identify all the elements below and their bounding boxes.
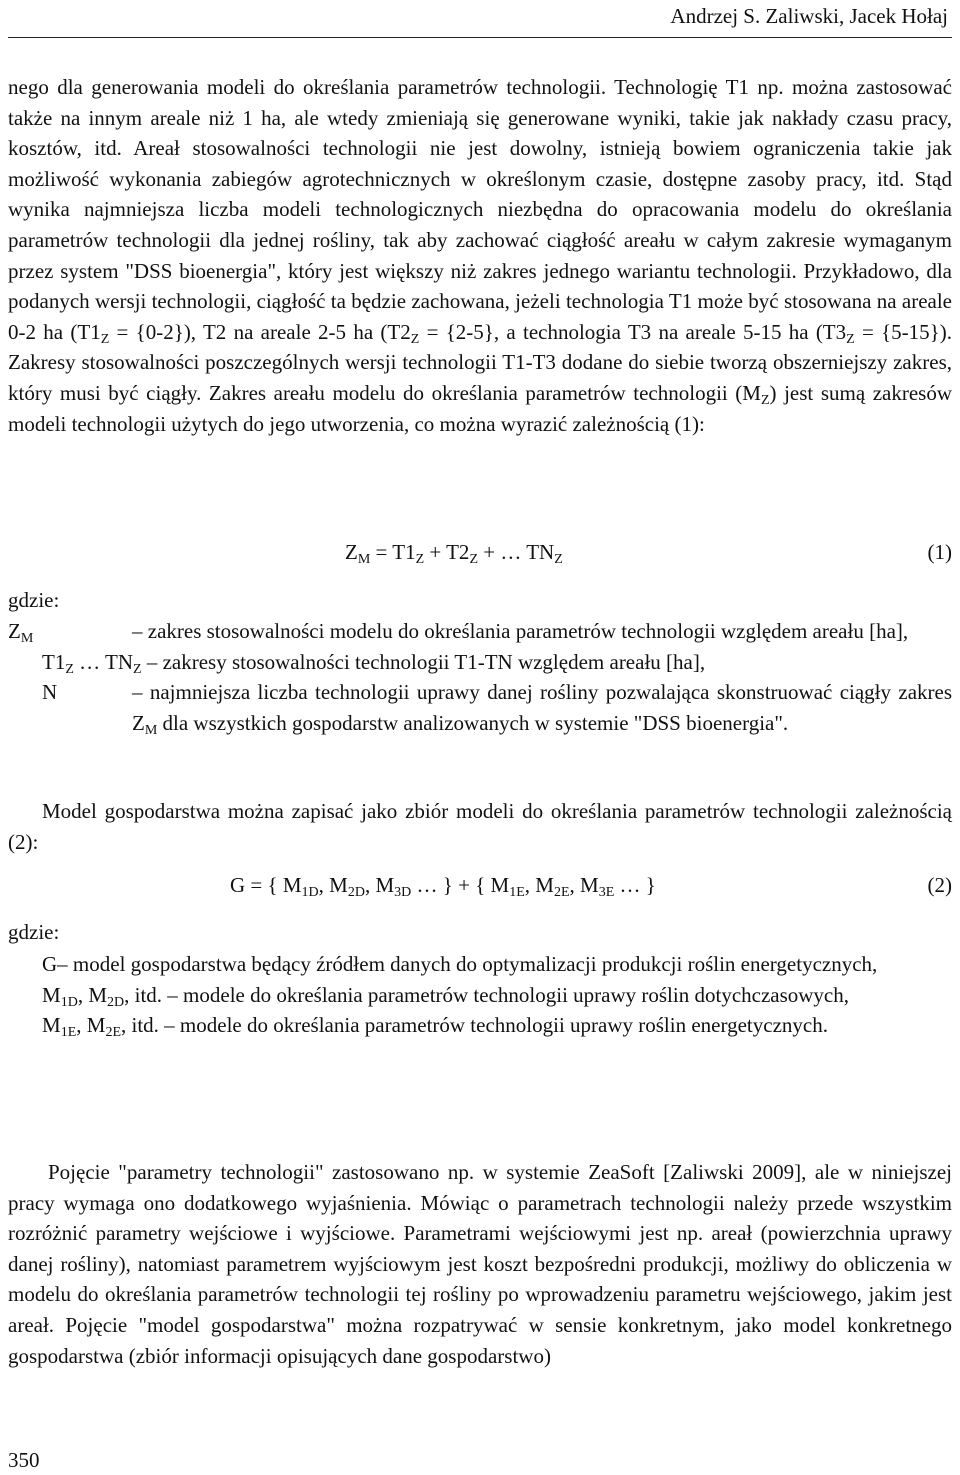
subscript: Z: [760, 392, 770, 408]
definition-text: – zakres stosowalności modelu do określania parametrów technologii względem areału [ha],: [132, 619, 909, 643]
equation-2: [8, 873, 952, 903]
subscript: Z: [410, 331, 420, 347]
definitions-2: [8, 949, 952, 1041]
definition-text: G– model gospodarstwa będący źródłem danych do optymalizacji produkcji roślin energetycznych,: [42, 952, 878, 976]
paragraph-1-part-1: nego dla generowania modeli do określania parametrów technologii. Technologię T1 np. można zastosować także na innym areale niż 1 ha, ale wtedy zmieniają się generowane wyniki, takie jak nakłady czasu pracy, kosztów, itd. Areał stosowalności technologii nie jest dowolny, istnieją bowiem ograniczenia takie jak możliwość wykonania zabiegów agrotechnicznych w określonym czasie, dostępne zasoby pracy, itd. Stąd wynika najmniejsza liczba modeli technologicznych niezbędna do opracowania modelu do określania parametrów technologii dla jednej rośliny, tak aby zachować ciągłość areału w całym zakresie wymaganym przez system "DSS bioenergia", który jest większy niż zakres jednego wariantu technologii. Przykładowo, dla podanych wersji technologii, ciągłość ta będzie zachowana, jeżeli technologia T1 może być stosowana na areale 0-2 ha (T1: [8, 75, 952, 344]
subscript: Z: [100, 331, 110, 347]
definition-symbol: N: [42, 680, 58, 705]
definition-text: $M_{1E}$, $M_{2E}$, itd. – modele do określania parametrów technologii uprawy roślin energetycznych.: [42, 1013, 828, 1041]
paragraph-1-part-2: = {0-2}), T2 na areale 2-5 ha (T2: [109, 319, 411, 344]
definition-t1-tn: [8, 647, 952, 678]
definition-me: [8, 1010, 952, 1041]
definition-text: $T1_Z$ … $TN_Z$ – zakresy stosowalności technologii T1-TN względem areału [ha],: [42, 649, 706, 677]
definition-text: – najmniejsza liczba technologii uprawy danej rośliny pozwalająca skonstruować ciągły zakres $Z_M$ dla wszystkich gospodarstw analizowanych w systemie "DSS bioenergia".: [132, 680, 952, 738]
paragraph-3: Pojęcie "parametry technologii" zastosowano np. w systemie ZeaSoft [Zaliwski 2009], ale w niniejszej pracy wymaga ono dodatkowego wyjaśnienia. Mówiąc o parametrach technologii należy przede wszystkim rozróżnić parametry wejściowe i wyjściowe. Parametrami wejściowymi jest np. areał (powierzchnia uprawy danej rośliny), natomiast parametrem wyjściowym jest koszt bezpośredni produkcji, możliwy do obliczenia w modelu do określania parametrów technologii tej rośliny po wprowadzeniu parametru wejściowego, jakim jest areał. Pojęcie "model gospodarstwa" można rozpatrywać w sensie konkretnym, jako model konkretnego gospodarstwa (zbiór informacji opisujących dane gospodarstwo): [8, 1160, 952, 1368]
definition-zm: [8, 616, 952, 647]
paragraph-1: [8, 72, 952, 439]
equation-1: [8, 540, 952, 570]
paragraph-1-part-4: = {5-15}). Zakresy stosowalności poszczególnych wersji technologii T1-T3 dodane do siebie tworzą obszerniejszy zakres, który musi być ciągły. Zakres areału modelu do określania parametrów technologii (M: [8, 319, 952, 405]
paragraph-2: Model gospodarstwa można zapisać jako zbiór modeli do określania parametrów technologii zależnością (2):: [8, 799, 952, 854]
header-rule: [8, 37, 952, 38]
where-label-1: gdzie:: [8, 588, 60, 612]
equation-2-body: G = { $M_{1D}$, $M_{2D}$, $M_{3D}$ … } + { $M_{1E}$, $M_{2E}$, $M_{3E}$ … }: [230, 873, 656, 900]
header-authors: Andrzej S. Zaliwski, Jacek Hołaj: [670, 4, 948, 28]
definitions-1: [8, 616, 952, 738]
definition-symbol: $Z_M$: [8, 619, 34, 646]
paragraph-1-part-5: ) jest sumą zakresów modeli technologii użytych do jego utworzenia, co można wyrazić zależnością (1):: [8, 380, 953, 436]
definition-g: [8, 949, 952, 980]
where-label-2: gdzie:: [8, 920, 60, 944]
page-number: 350: [8, 1448, 40, 1472]
definition-text: $M_{1D}$, $M_{2D}$, itd. – modele do określania parametrów technologii uprawy roślin dotychczasowych,: [42, 982, 850, 1010]
equation-1-number: (1): [927, 540, 952, 564]
subscript: Z: [846, 331, 855, 347]
equation-1-body: $Z_M = T1_Z + T2_Z$ + … $TN_Z$: [345, 540, 563, 567]
equation-2-number: (2): [927, 873, 952, 897]
running-header: [0, 0, 960, 38]
definition-md: [8, 980, 952, 1011]
paragraph-1-part-3: = {2-5}, a technologia T3 na areale 5-15 ha (T3: [419, 319, 847, 344]
definition-n: [8, 677, 952, 738]
